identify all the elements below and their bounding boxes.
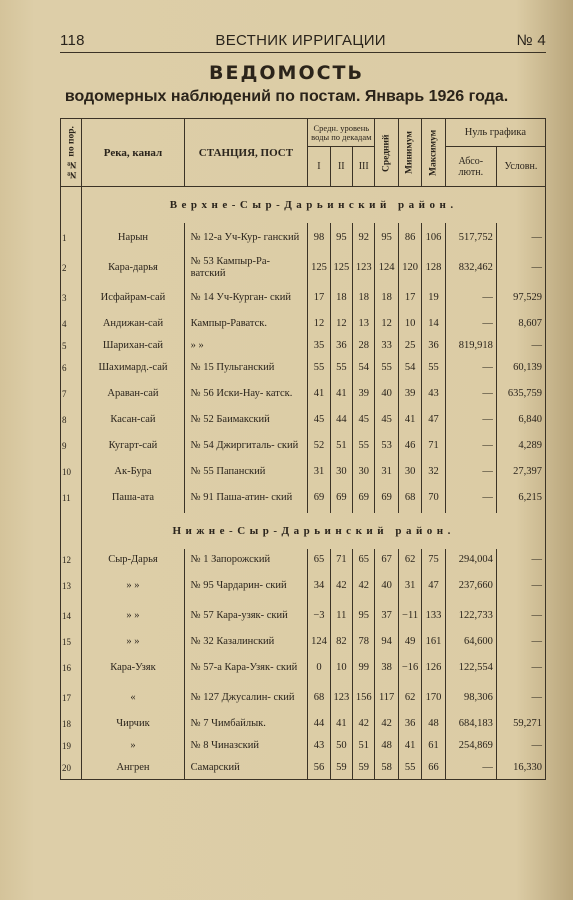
mean-cell: 42 (375, 713, 398, 735)
row-number: 10 (61, 461, 82, 483)
decade2-cell: 44 (330, 409, 352, 431)
cond-zero-cell: — (496, 653, 545, 683)
row-number: 17 (61, 683, 82, 713)
mean-cell: 45 (375, 409, 398, 431)
cond-zero-cell: — (496, 683, 545, 713)
river-cell: » (82, 735, 184, 757)
table-body (61, 187, 546, 780)
station-cell: № 95 Чардарин- ский (184, 571, 308, 601)
river-cell: » » (82, 631, 184, 653)
max-cell: 61 (422, 735, 445, 757)
row-number: 20 (61, 757, 82, 780)
decade3-cell: 28 (353, 335, 375, 357)
mean-cell: 124 (375, 253, 398, 283)
min-cell: 30 (398, 461, 421, 483)
river-cell: Шахимард.-сай (82, 357, 184, 379)
mean-cell: 95 (375, 223, 398, 253)
decade1-cell: 43 (308, 735, 330, 757)
mean-cell: 31 (375, 461, 398, 483)
abs-zero-cell: — (445, 409, 496, 431)
mean-cell: 48 (375, 735, 398, 757)
col-header-dec3: III (353, 147, 375, 187)
abs-zero-cell: 517,752 (445, 223, 496, 253)
decade2-cell: 71 (330, 549, 352, 571)
station-cell: № 56 Иски-Нау- катск. (184, 379, 308, 409)
col-header-max: Максимум (422, 119, 445, 187)
header-rule (60, 52, 546, 53)
abs-zero-cell: 819,918 (445, 335, 496, 357)
table-row (61, 253, 546, 283)
cond-zero-cell: — (496, 223, 545, 253)
cond-zero-cell: 97,529 (496, 283, 545, 313)
row-number: 3 (61, 283, 82, 313)
decade1-cell: 55 (308, 357, 330, 379)
decade2-cell: 30 (330, 461, 352, 483)
abs-zero-cell: 64,600 (445, 631, 496, 653)
decade3-cell: 99 (353, 653, 375, 683)
cond-zero-cell: 6,215 (496, 483, 545, 513)
cond-zero-cell: — (496, 253, 545, 283)
decade1-cell: 34 (308, 571, 330, 601)
station-cell: № 57-а Кара-Узяк- ский (184, 653, 308, 683)
decade1-cell: 17 (308, 283, 330, 313)
table-row (61, 335, 546, 357)
river-cell: « (82, 683, 184, 713)
mean-cell: 38 (375, 653, 398, 683)
row-number: 4 (61, 313, 82, 335)
mean-cell: 12 (375, 313, 398, 335)
table-row (61, 683, 546, 713)
decade2-cell: 41 (330, 379, 352, 409)
cond-zero-cell: — (496, 631, 545, 653)
max-cell: 71 (422, 431, 445, 461)
min-cell: 55 (398, 757, 421, 780)
page-number: 118 (60, 32, 85, 49)
min-cell: 120 (398, 253, 421, 283)
max-cell: 19 (422, 283, 445, 313)
decade2-cell: 41 (330, 713, 352, 735)
cond-zero-cell: — (496, 601, 545, 631)
abs-zero-cell: 684,183 (445, 713, 496, 735)
abs-zero-cell: 294,004 (445, 549, 496, 571)
decade2-cell: 10 (330, 653, 352, 683)
table-row (61, 549, 546, 571)
station-cell: № 52 Баимакский (184, 409, 308, 431)
abs-zero-cell: — (445, 357, 496, 379)
abs-zero-cell: 237,660 (445, 571, 496, 601)
row-number: 9 (61, 431, 82, 461)
table-row (61, 379, 546, 409)
decade1-cell: 69 (308, 483, 330, 513)
table-row (61, 313, 546, 335)
document-title: ВЕДОМОСТЬ (209, 62, 364, 84)
abs-zero-cell: — (445, 461, 496, 483)
min-cell: 31 (398, 571, 421, 601)
station-cell: № 54 Джиргиталь- ский (184, 431, 308, 461)
river-cell: Касан-сай (82, 409, 184, 431)
max-cell: 133 (422, 601, 445, 631)
min-cell: 25 (398, 335, 421, 357)
decade2-cell: 36 (330, 335, 352, 357)
max-cell: 66 (422, 757, 445, 780)
region-heading: Верхне-Сыр-Дарьинский район. (82, 187, 546, 224)
decade2-cell: 42 (330, 571, 352, 601)
min-cell: 46 (398, 431, 421, 461)
decade1-cell: 65 (308, 549, 330, 571)
decade3-cell: 42 (353, 713, 375, 735)
mean-cell: 58 (375, 757, 398, 780)
decade1-cell: 56 (308, 757, 330, 780)
min-cell: 49 (398, 631, 421, 653)
station-cell: » » (184, 335, 308, 357)
region-row (61, 513, 546, 549)
decade2-cell: 51 (330, 431, 352, 461)
row-number: 19 (61, 735, 82, 757)
station-cell: № 127 Джусалин- ский (184, 683, 308, 713)
abs-zero-cell: 122,733 (445, 601, 496, 631)
river-cell: Кара-дарья (82, 253, 184, 283)
table-row (61, 653, 546, 683)
table-row (61, 283, 546, 313)
cond-zero-cell: 8,607 (496, 313, 545, 335)
min-cell: 10 (398, 313, 421, 335)
max-cell: 106 (422, 223, 445, 253)
table-row (61, 601, 546, 631)
max-cell: 14 (422, 313, 445, 335)
decade2-cell: 125 (330, 253, 352, 283)
row-number: 8 (61, 409, 82, 431)
cond-zero-cell: 27,397 (496, 461, 545, 483)
col-header-dec1: I (308, 147, 330, 187)
region-heading: Нижне-Сыр-Дарьинский район. (82, 513, 546, 549)
max-cell: 55 (422, 357, 445, 379)
abs-zero-cell: 98,306 (445, 683, 496, 713)
decade1-cell: −3 (308, 601, 330, 631)
col-header-station: СТАНЦИЯ, ПОСТ (184, 119, 308, 187)
row-number: 18 (61, 713, 82, 735)
table-header (61, 119, 546, 187)
river-cell: Сыр-Дарья (82, 549, 184, 571)
decade3-cell: 39 (353, 379, 375, 409)
mean-cell: 33 (375, 335, 398, 357)
col-header-zero: Нуль графика (445, 119, 545, 147)
cond-zero-cell: — (496, 335, 545, 357)
decade3-cell: 59 (353, 757, 375, 780)
abs-zero-cell: 254,869 (445, 735, 496, 757)
mean-cell: 53 (375, 431, 398, 461)
min-cell: 41 (398, 735, 421, 757)
decade1-cell: 98 (308, 223, 330, 253)
mean-cell: 55 (375, 357, 398, 379)
decade3-cell: 18 (353, 283, 375, 313)
min-cell: 36 (398, 713, 421, 735)
table-row (61, 757, 546, 780)
abs-zero-cell: — (445, 483, 496, 513)
mean-cell: 69 (375, 483, 398, 513)
max-cell: 128 (422, 253, 445, 283)
min-cell: −11 (398, 601, 421, 631)
decade3-cell: 69 (353, 483, 375, 513)
max-cell: 48 (422, 713, 445, 735)
decade2-cell: 69 (330, 483, 352, 513)
table-row (61, 431, 546, 461)
row-number: 15 (61, 631, 82, 653)
table-row (61, 571, 546, 601)
station-cell: № 53 Кампыр-Ра- ватский (184, 253, 308, 283)
station-cell: № 57 Кара-узяк- ский (184, 601, 308, 631)
min-cell: 17 (398, 283, 421, 313)
row-number: 6 (61, 357, 82, 379)
river-cell: » » (82, 571, 184, 601)
station-cell: № 32 Казалинский (184, 631, 308, 653)
table-row (61, 357, 546, 379)
decade3-cell: 123 (353, 253, 375, 283)
col-header-river: Река, канал (82, 119, 184, 187)
col-header-mean: Средний (375, 119, 398, 187)
max-cell: 75 (422, 549, 445, 571)
decade3-cell: 54 (353, 357, 375, 379)
decade3-cell: 45 (353, 409, 375, 431)
max-cell: 170 (422, 683, 445, 713)
river-cell: Ангрен (82, 757, 184, 780)
min-cell: −16 (398, 653, 421, 683)
decade3-cell: 156 (353, 683, 375, 713)
cond-zero-cell: — (496, 571, 545, 601)
min-cell: 68 (398, 483, 421, 513)
cond-zero-cell: 4,289 (496, 431, 545, 461)
decade2-cell: 123 (330, 683, 352, 713)
table-row (61, 483, 546, 513)
table-row (61, 461, 546, 483)
decade3-cell: 13 (353, 313, 375, 335)
row-number: 14 (61, 601, 82, 631)
decade2-cell: 11 (330, 601, 352, 631)
abs-zero-cell: 832,462 (445, 253, 496, 283)
abs-zero-cell: — (445, 313, 496, 335)
row-number: 12 (61, 549, 82, 571)
decade3-cell: 78 (353, 631, 375, 653)
station-cell: № 15 Пульганский (184, 357, 308, 379)
river-cell: Ак-Бура (82, 461, 184, 483)
decade2-cell: 95 (330, 223, 352, 253)
table-row (61, 735, 546, 757)
document-subtitle: водомерных наблюдений по постам. Январь 1926 года. (64, 88, 509, 105)
decade2-cell: 59 (330, 757, 352, 780)
row-number: 11 (61, 483, 82, 513)
decade1-cell: 41 (308, 379, 330, 409)
mean-cell: 117 (375, 683, 398, 713)
abs-zero-cell: — (445, 757, 496, 780)
col-header-no: №№ по пор. (61, 119, 82, 187)
station-cell: № 7 Чимбайлык. (184, 713, 308, 735)
abs-zero-cell: — (445, 379, 496, 409)
decade1-cell: 31 (308, 461, 330, 483)
river-cell: » » (82, 601, 184, 631)
mean-cell: 94 (375, 631, 398, 653)
station-cell: № 12-а Уч-Кур- ганский (184, 223, 308, 253)
observations-table (60, 118, 546, 780)
decade1-cell: 125 (308, 253, 330, 283)
decade1-cell: 68 (308, 683, 330, 713)
row-number: 5 (61, 335, 82, 357)
max-cell: 70 (422, 483, 445, 513)
row-number: 2 (61, 253, 82, 283)
min-cell: 41 (398, 409, 421, 431)
station-cell: № 8 Чиназский (184, 735, 308, 757)
min-cell: 62 (398, 683, 421, 713)
mean-cell: 40 (375, 379, 398, 409)
decade3-cell: 42 (353, 571, 375, 601)
decade2-cell: 50 (330, 735, 352, 757)
decade3-cell: 51 (353, 735, 375, 757)
cond-zero-cell: — (496, 549, 545, 571)
river-cell: Кугарт-сай (82, 431, 184, 461)
min-cell: 86 (398, 223, 421, 253)
cond-zero-cell: 60,139 (496, 357, 545, 379)
decade1-cell: 52 (308, 431, 330, 461)
decade2-cell: 82 (330, 631, 352, 653)
max-cell: 161 (422, 631, 445, 653)
table-row (61, 631, 546, 653)
decade2-cell: 18 (330, 283, 352, 313)
table-row (61, 409, 546, 431)
river-cell: Андижан-сай (82, 313, 184, 335)
river-cell: Шарихан-сай (82, 335, 184, 357)
journal-title: ВЕСТНИК ИРРИГАЦИИ (215, 32, 386, 49)
abs-zero-cell: — (445, 431, 496, 461)
station-cell: Самарский (184, 757, 308, 780)
min-cell: 62 (398, 549, 421, 571)
max-cell: 47 (422, 409, 445, 431)
col-header-cond: Условн. (496, 147, 545, 187)
cond-zero-cell: 6,840 (496, 409, 545, 431)
max-cell: 32 (422, 461, 445, 483)
row-number: 1 (61, 223, 82, 253)
table-row (61, 713, 546, 735)
decade3-cell: 55 (353, 431, 375, 461)
river-cell: Исфайрам-сай (82, 283, 184, 313)
min-cell: 54 (398, 357, 421, 379)
mean-cell: 40 (375, 571, 398, 601)
max-cell: 36 (422, 335, 445, 357)
river-cell: Нарын (82, 223, 184, 253)
col-header-dec2: II (330, 147, 352, 187)
station-cell: Кампыр-Раватск. (184, 313, 308, 335)
mean-cell: 37 (375, 601, 398, 631)
region-no-cell (61, 187, 82, 224)
row-number: 16 (61, 653, 82, 683)
row-number: 7 (61, 379, 82, 409)
issue-number: № 4 (516, 32, 546, 49)
decade3-cell: 95 (353, 601, 375, 631)
decade1-cell: 45 (308, 409, 330, 431)
decade1-cell: 35 (308, 335, 330, 357)
min-cell: 39 (398, 379, 421, 409)
decade1-cell: 12 (308, 313, 330, 335)
mean-cell: 67 (375, 549, 398, 571)
river-cell: Кара-Узяк (82, 653, 184, 683)
table-row (61, 223, 546, 253)
region-row (61, 187, 546, 224)
col-header-min: Минимум (398, 119, 421, 187)
cond-zero-cell: 59,271 (496, 713, 545, 735)
max-cell: 126 (422, 653, 445, 683)
river-cell: Паша-ата (82, 483, 184, 513)
page-header (60, 32, 546, 49)
decade2-cell: 12 (330, 313, 352, 335)
abs-zero-cell: 122,554 (445, 653, 496, 683)
cond-zero-cell: 635,759 (496, 379, 545, 409)
cond-zero-cell: 16,330 (496, 757, 545, 780)
row-number: 13 (61, 571, 82, 601)
river-cell: Араван-сай (82, 379, 184, 409)
max-cell: 43 (422, 379, 445, 409)
col-header-abs: Абсо- лютн. (445, 147, 496, 187)
river-cell: Чирчик (82, 713, 184, 735)
abs-zero-cell: — (445, 283, 496, 313)
station-cell: № 55 Папанский (184, 461, 308, 483)
cond-zero-cell: — (496, 735, 545, 757)
decade3-cell: 92 (353, 223, 375, 253)
decade3-cell: 65 (353, 549, 375, 571)
mean-cell: 18 (375, 283, 398, 313)
col-header-avg-decades: Средн. уровень воды по декадам (308, 119, 375, 147)
station-cell: № 14 Уч-Курган- ский (184, 283, 308, 313)
decade2-cell: 55 (330, 357, 352, 379)
decade1-cell: 124 (308, 631, 330, 653)
station-cell: № 1 Запорожский (184, 549, 308, 571)
decade3-cell: 30 (353, 461, 375, 483)
decade1-cell: 0 (308, 653, 330, 683)
decade1-cell: 44 (308, 713, 330, 735)
station-cell: № 91 Паша-атин- ский (184, 483, 308, 513)
region-no-cell (61, 513, 82, 549)
max-cell: 47 (422, 571, 445, 601)
